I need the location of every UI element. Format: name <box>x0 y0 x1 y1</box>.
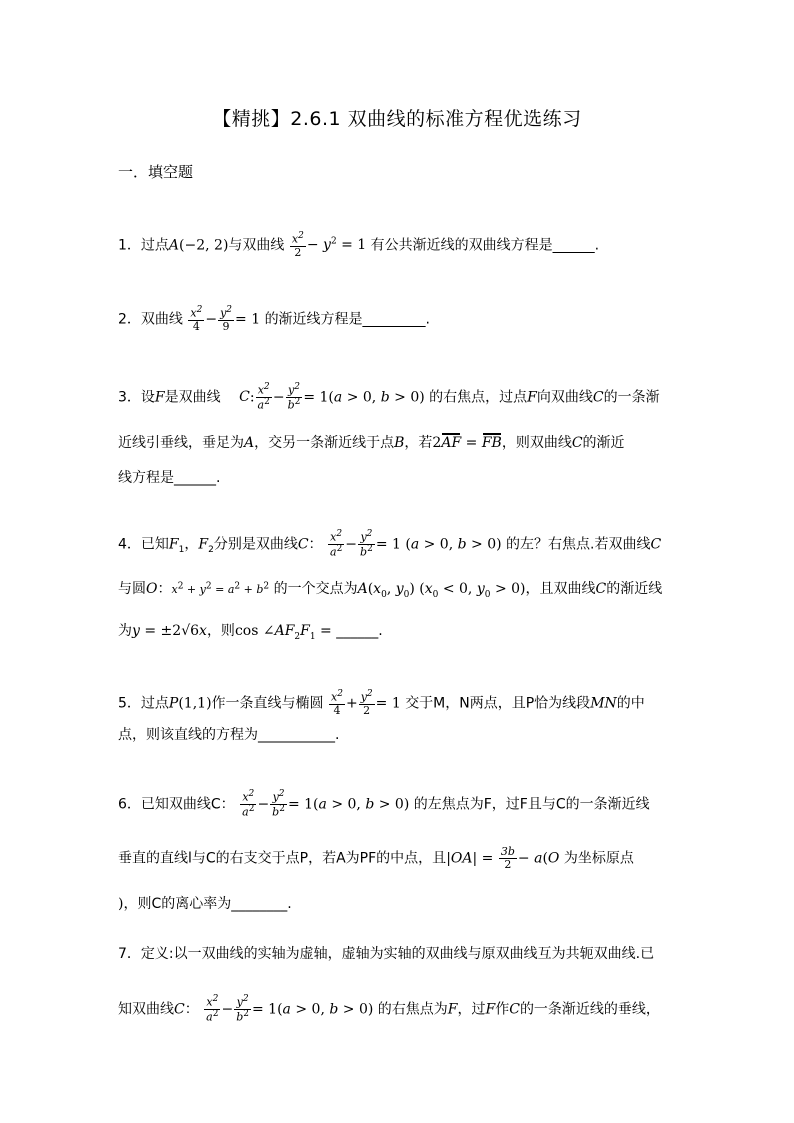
question-5-line-2: 点，则该直线的方程为___________. <box>118 727 340 743</box>
q7-text: 作 <box>495 1001 510 1018</box>
q4-text: 为 <box>118 623 132 639</box>
question-4-line-1: 4．已知$F_1$，$F_2$分别是双曲线C： $\frac{x^2}{a^2}$ − $\frac{y^2}{b^2}$ = 1 (a > 0, b > 0) 的左？右焦点.若双曲线C <box>118 529 662 559</box>
question-7-line-1: 7．定义:以一双曲线的实轴为虚轴，虚轴为实轴的双曲线与原双曲线互为共轭双曲线.已 <box>118 946 655 962</box>
q3-text: 的一条渐 <box>603 389 660 406</box>
q4-text: 的一个交点为 <box>273 581 358 597</box>
q2-text: 2．双曲线 <box>118 311 183 328</box>
question-6-line-1: 6．已知双曲线C： $\frac{x^2}{a^2}$ − $\frac{y^2}{b^2}$ = 1(a > 0, b > 0) 的左焦点为F，过F且与C的一条渐近线 <box>118 789 650 819</box>
q5-text: 交于M，N两点，且P恰为线段 <box>405 695 591 712</box>
q4-text: 分别是双曲线 <box>213 536 298 553</box>
q3-text: ，若 <box>404 435 433 451</box>
q6-fraction-x: $\frac{x^2}{a^2}$ <box>242 789 255 819</box>
section-heading: 一．填空题 <box>118 163 194 181</box>
question-3-line-2: 近线引垂线，垂足为A，交另一条渐近线于点B，若2AF = FB，则双曲线C的渐近 <box>118 435 625 451</box>
q7-fraction-x: $\frac{x^2}{a^2}$ <box>206 994 219 1024</box>
question-6-line-3: )，则C的离心率为________. <box>118 896 292 912</box>
question-7-line-2: 知双曲线C： $\frac{x^2}{a^2}$ − $\frac{y^2}{b^2}$ = 1(a > 0, b > 0) 的右焦点为F，过F作C的一条渐近线的垂线， <box>118 994 660 1024</box>
q4-text: ，且双曲线 <box>525 581 596 597</box>
question-5-line-1: 5．过点P(1,1)作一条直线与椭圆 $\frac{x^2}{4}$ + $\frac{y^2}{2}$ = 1 交于M，N两点，且P恰为线段MN的中 <box>118 689 645 717</box>
q3-text: 是双曲线 <box>164 389 221 406</box>
q6-text: 为坐标原点 <box>563 850 634 867</box>
q3-text: 的右焦点，过点 <box>429 389 528 406</box>
q1-text: 1．过点 <box>118 237 169 254</box>
q3-text: 向双曲线 <box>536 389 593 406</box>
q6-text: 的左焦点为F，过F且与C的一条渐近线 <box>413 796 650 813</box>
q4-text: ______. <box>336 623 383 639</box>
q4-text: ，则 <box>206 623 235 639</box>
q4-text: 4．已知 <box>118 536 169 553</box>
q2-fraction-x: $\frac{x^2}{4}$ <box>190 305 203 333</box>
q3-text: 的渐近 <box>582 435 625 451</box>
q5-text: 作一条直线与椭圆 <box>211 695 324 712</box>
q1-text: 与双曲线 <box>228 237 285 254</box>
q6-text: 垂直的直线l与C的右支交于点P，若A为PF的中点，且 <box>118 850 447 867</box>
q2-fraction-y: $\frac{y^2}{9}$ <box>220 305 233 333</box>
q4-fraction-y: $\frac{y^2}{b^2}$ <box>360 529 373 559</box>
q7-text: 的右焦点为 <box>377 1001 448 1018</box>
q4-text: 与圆 <box>118 581 146 597</box>
q4-text: 的渐近线 <box>606 581 663 597</box>
q7-text: 的一条渐近线的垂线， <box>519 1001 660 1018</box>
q1-text: 有公共渐近线的双曲线方程是______. <box>370 237 600 254</box>
q5-fraction-y: $\frac{y^2}{2}$ <box>360 689 373 717</box>
question-1: 1．过点A(−2, 2)与双曲线 $\frac{x^2}{2}$ − $y^2 = 1$ 有公共渐近线的双曲线方程是______. <box>118 231 600 259</box>
q2-text: 的渐近线方程是_________. <box>264 311 431 328</box>
q6-text: 6．已知双曲线C： <box>118 796 235 813</box>
question-2: 2．双曲线 $\frac{x^2}{4}$ − $\frac{y^2}{9}$ = 1 的渐近线方程是_________. <box>118 305 431 333</box>
q3-text: 3．设 <box>118 389 155 406</box>
q5-text: 的中 <box>616 695 645 712</box>
question-3-line-3: 线方程是______. <box>118 470 221 486</box>
question-4-line-3: 为y = ±2√6x，则$\cos \angle AF_2F_1$ = ______. <box>118 623 383 642</box>
q3-fraction-x: $\frac{x^2}{a^2}$ <box>257 382 270 412</box>
q5-fraction-x: $\frac{x^2}{4}$ <box>331 689 343 717</box>
q5-text: 5．过点 <box>118 695 169 712</box>
q4-text: 的左？右焦点.若双曲线 <box>506 536 651 553</box>
q4-text: ， <box>184 536 199 553</box>
q3-text: 近线引垂线，垂足为 <box>118 435 244 451</box>
q3-text: ，则双曲线 <box>501 435 572 451</box>
q7-fraction-y: $\frac{y^2}{b^2}$ <box>236 994 249 1024</box>
q7-text: 知双曲线 <box>118 1001 174 1018</box>
q3-text: ，交另一条渐近线于点 <box>254 435 395 451</box>
question-4-line-2: 与圆O：$x^2 + y^2 = a^2 + b^2$ 的一个交点为$A(x_0$, $y_0$) ($x_0 < 0$, $y_0 > 0$)，且双曲线C的渐近线 <box>118 581 663 600</box>
q6-fraction-y: $\frac{y^2}{b^2}$ <box>272 789 285 819</box>
q4-fraction-x: $\frac{x^2}{a^2}$ <box>330 529 343 559</box>
question-6-line-2: 垂直的直线l与C的右支交于点P，若A为PF的中点，且|OA| = $\frac{3b}{2}$ − a(O 为坐标原点 <box>118 845 634 872</box>
q7-text: ，过 <box>457 1001 486 1018</box>
q1-point: A <box>168 237 180 254</box>
question-3-line-1: 3．设F是双曲线 C: $\frac{x^2}{a^2}$ − $\frac{y^2}{b^2}$ = 1(a > 0, b > 0) 的右焦点，过点F向双曲线C的一条渐 <box>118 382 660 412</box>
page-title: 【精挑】2.6.1 双曲线的标准方程优选练习 <box>212 108 582 130</box>
q6-fraction-oa: $\frac{3b}{2}$ <box>500 845 515 872</box>
q3-fraction-y: $\frac{y^2}{b^2}$ <box>287 382 301 412</box>
q1-fraction: $\frac{x^2}{2}$ <box>291 231 304 259</box>
q6-text: ，则C的离心率为________. <box>123 896 292 912</box>
